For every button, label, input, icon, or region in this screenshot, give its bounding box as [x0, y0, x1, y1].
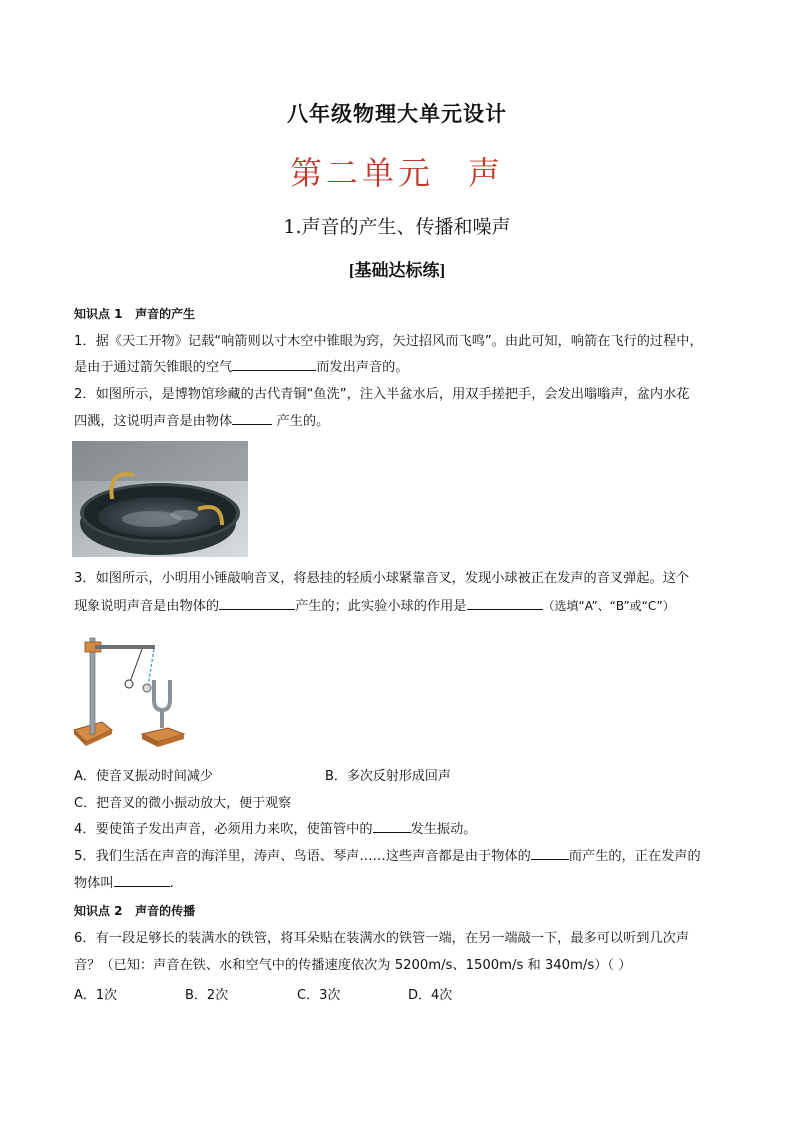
- q5-line1: 5．我们生活在声音的海洋里，涛声、鸟语、琴声……这些声音都是由于物体的 而产生的，正在发声的: [74, 845, 701, 867]
- q6-option-d[interactable]: D．4次: [408, 988, 453, 1003]
- kp2-title: 声音的传播: [135, 904, 196, 918]
- knowledge-point-2: [74, 902, 195, 919]
- q3-line2: 现象说明声音是由物体的 产生的；此实验小球的作用是 （选填“A”、“B”或“C”）: [74, 595, 675, 617]
- q6-option-b[interactable]: B．2次: [185, 988, 229, 1003]
- q6-line2: 音？（已知：声音在铁、水和空气中的传播速度依次为 5200m/s、1500m/s 和 340m/s）（ ）: [74, 958, 632, 973]
- q6-line1: 6．有一段足够长的装满水的铁管，将耳朵贴在装满水的铁管一端，在另一端敲一下，最多可以听到几次声: [74, 931, 690, 946]
- q3-option-b[interactable]: B．多次反射形成回声: [325, 769, 451, 784]
- unit-number: 第二单元: [289, 154, 434, 192]
- kp2-label: 知识点 2: [74, 904, 123, 918]
- kp1-label: 知识点 1: [74, 307, 123, 321]
- q4-line1: 4．要使笛子发出声音，必须用力来吹，使笛管中的 发生振动。: [74, 818, 476, 840]
- q6-option-c[interactable]: C．3次: [297, 988, 341, 1003]
- q3-answer-blank-2[interactable]: [467, 595, 543, 610]
- q1-answer-blank[interactable]: [232, 356, 316, 371]
- q2-line1: 2．如图所示，是博物馆珍藏的古代青铜“鱼洗”，注入半盆水后，用双手搓把手，会发出嗡嗡声，盆内水花: [74, 387, 690, 402]
- q3-option-a[interactable]: A．使音叉振动时间减少: [74, 769, 213, 784]
- q4-answer-blank[interactable]: [373, 818, 411, 833]
- q3-answer-blank-1[interactable]: [219, 595, 295, 610]
- q5-answer-blank-1[interactable]: [531, 845, 569, 860]
- unit-title: [0, 148, 794, 194]
- tuning-fork-diagram: [72, 630, 192, 752]
- q3-option-c[interactable]: C．把音叉的微小振动放大，便于观察: [74, 796, 292, 811]
- kp1-title: 声音的产生: [135, 307, 196, 321]
- q1-line2: 是由于通过箭矢锥眼的空气 而发出声音的。: [74, 356, 409, 378]
- section-title: [基础达标练]: [348, 261, 446, 280]
- q5-answer-blank-2[interactable]: [114, 872, 170, 887]
- q2-line2: 四溅，这说明声音是由物体 产生的。: [74, 410, 329, 432]
- unit-name: 声: [468, 154, 505, 192]
- q2-answer-blank[interactable]: [232, 410, 272, 425]
- course-title: 八年级物理大单元设计: [287, 102, 507, 126]
- q1-line1: 1．据《天工开物》记载“响箭则以寸木空中锥眼为窍，矢过招风而飞鸣”。由此可知，响箭在飞行的过程中，: [74, 334, 703, 349]
- lesson-title: 1.声音的产生、传播和噪声: [283, 216, 511, 238]
- q6-option-a[interactable]: A．1次: [74, 988, 118, 1003]
- bronze-basin-photo: [72, 441, 248, 557]
- q5-line2: 物体叫 .: [74, 872, 174, 894]
- knowledge-point-1: [74, 305, 195, 322]
- q3-line1: 3．如图所示，小明用小锤敲响音叉，将悬挂的轻质小球紧靠音叉，发现小球被正在发声的音叉弹起。这个: [74, 571, 690, 586]
